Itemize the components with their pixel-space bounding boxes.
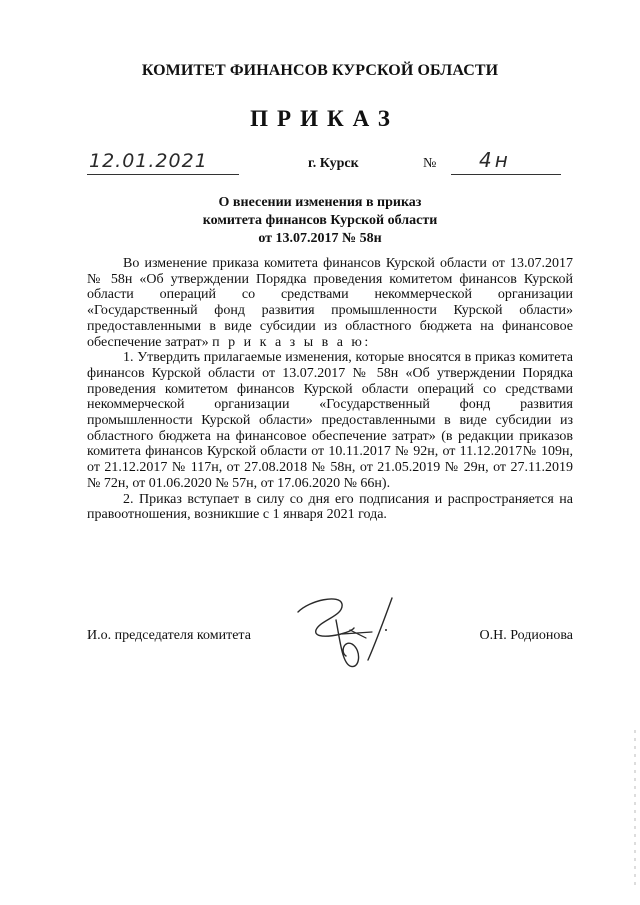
order-word: п р и к а з ы в а ю:: [212, 334, 371, 350]
subject-line-3: от 13.07.2017 № 58н: [258, 231, 382, 246]
document-date: 12.01.2021: [89, 150, 208, 172]
preamble-text: Во изменение приказа комитета финансов Курской области от 13.07.2017 № 58н «Об утверждении Порядка проведения комитетом финансов Курской области операций со средствами некоммерческой организации «Государственный фонд развития промышленности Курской области» предоставленными в виде субсидии из областного бюджета на финансовое обеспечение затрат»: [87, 256, 573, 350]
handwritten-signature: [280, 590, 410, 675]
document-meta-row: [87, 150, 567, 180]
date-field: [87, 150, 239, 175]
item-1-paragraph: 1. Утвердить прилагаемые изменения, которые вносятся в приказ комитета финансов Курской области от 13.07.2017 № 58н «Об утверждении Порядка проведения комитетом финансов Курской области операций со средствами некоммерческой организации «Государственный фонд развития промышленности Курской области» предоставленными в виде субсидии из областного бюджета на финансовое обеспечение затрат» (в редакции приказов комитета финансов Курской области от 10.11.2017 № 92н, от 11.12.2017№ 109н, от 21.12.2017 № 117н, от 27.08.2018 № 58н, от 21.05.2019 № 29н, от 27.11.2019 № 72н, от 01.06.2020 № 57н, от 17.06.2020 № 66н).: [87, 350, 573, 491]
signatory-title: И.о. председателя комитета: [87, 628, 251, 643]
scan-edge-mark: [634, 730, 636, 890]
subject-line-2: комитета финансов Курской области: [202, 213, 438, 228]
document-subject: [0, 194, 640, 248]
item-2-paragraph: 2. Приказ вступает в силу со дня его подписания и распространяется на правоотношения, возникшие с 1 января 2021 года.: [87, 491, 573, 523]
signatory-name: О.Н. Родионова: [479, 628, 573, 643]
organization-header: КОМИТЕТ ФИНАНСОВ КУРСКОЙ ОБЛАСТИ: [141, 62, 499, 79]
subject-line-1: О внесении изменения в приказ: [218, 195, 422, 210]
document-body: [87, 256, 573, 523]
number-field: [451, 150, 561, 175]
document-title: ПРИКАЗ: [250, 106, 399, 131]
document-city: г. Курск: [308, 156, 359, 171]
number-label: №: [423, 156, 437, 171]
document-number: 4н: [479, 148, 511, 172]
preamble-paragraph: [87, 256, 573, 350]
